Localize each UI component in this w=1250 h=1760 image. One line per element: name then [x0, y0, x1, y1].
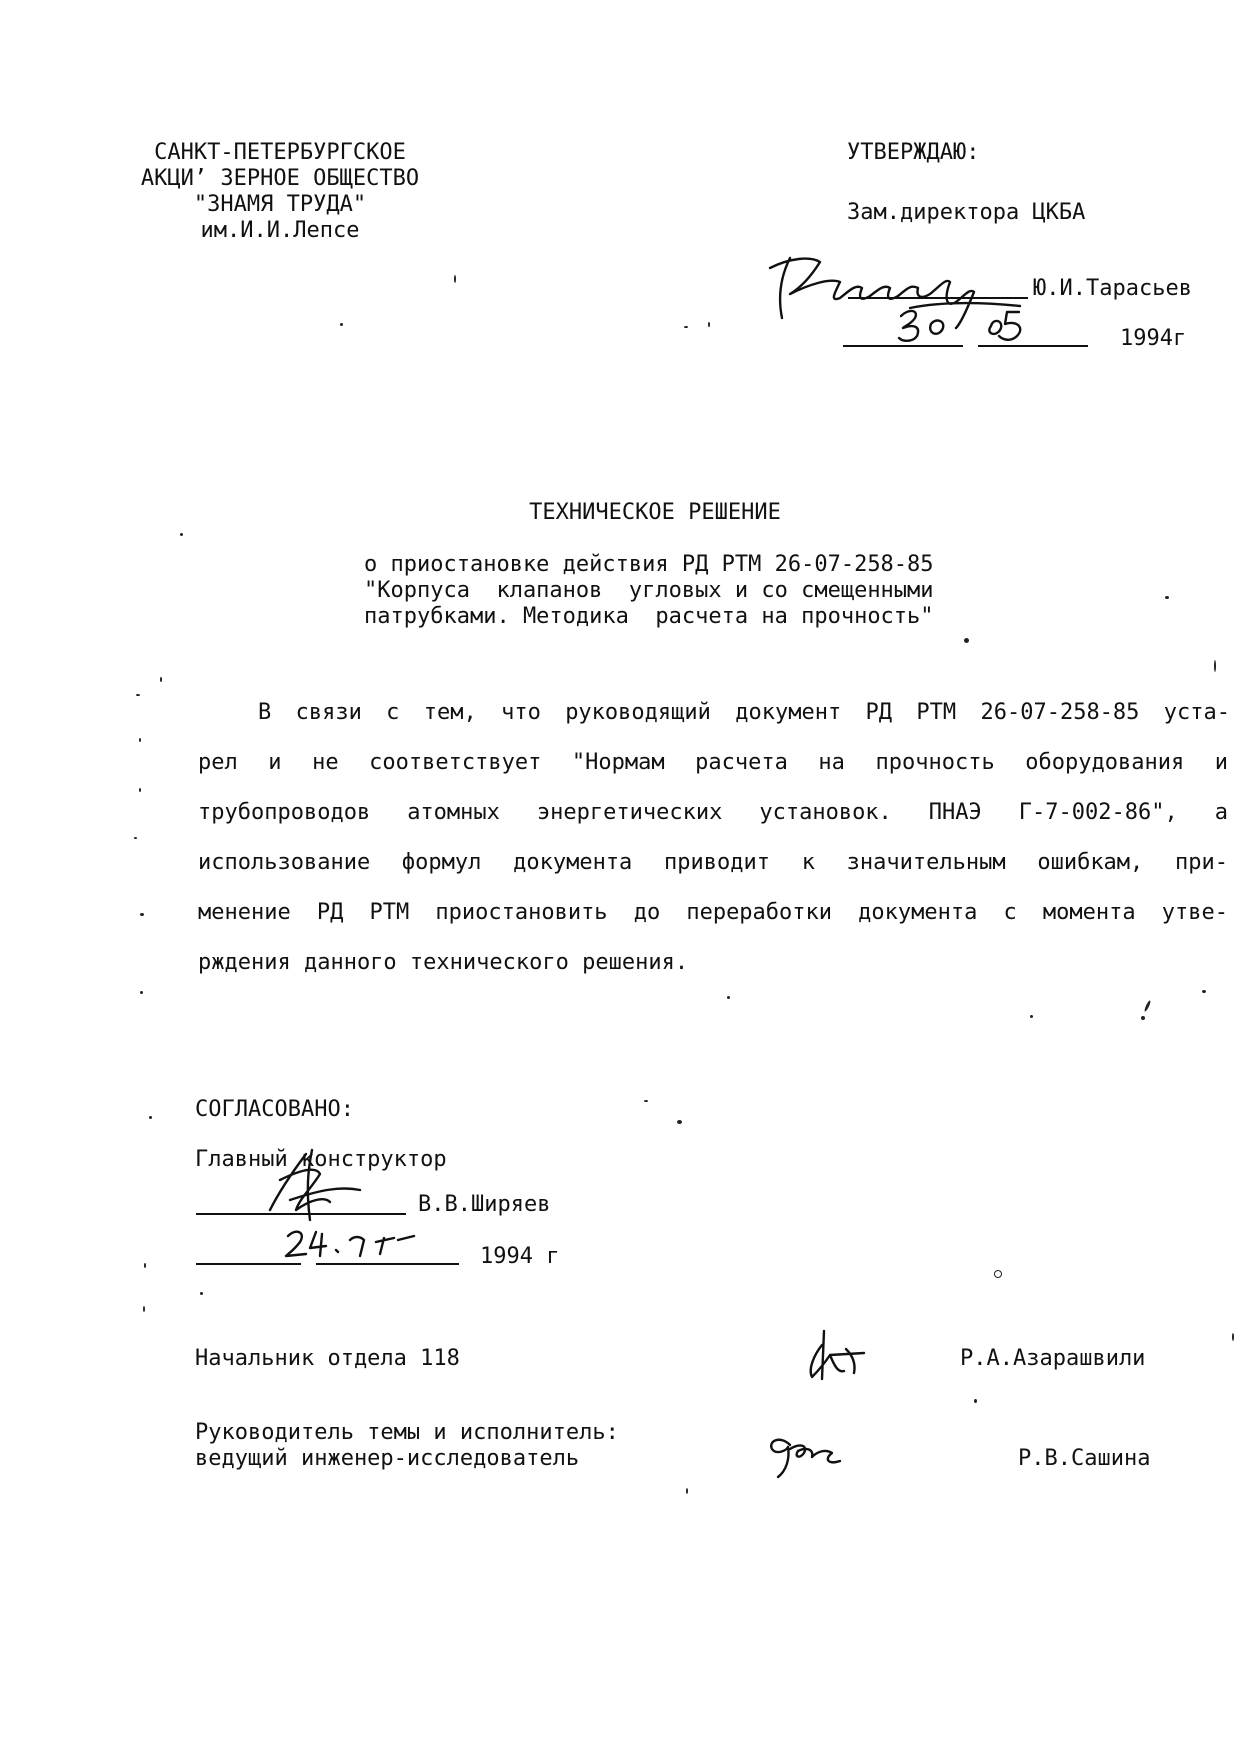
scan-speck: [1214, 660, 1216, 672]
org-line-2: АКЦИ’ ЗЕРНОЕ ОБЩЕСТВО: [140, 166, 420, 191]
scan-speck: [143, 1306, 145, 1312]
agreed-day-line: [196, 1263, 301, 1265]
subtitle-line-1: о приостановке действия РД РТМ 26-07-258-85: [364, 552, 934, 577]
scan-speck: [139, 788, 141, 792]
scan-speck: [1030, 1015, 1033, 1018]
signatory-1-name: Р.А.Азарашвили: [960, 1346, 1146, 1371]
approval-name: Ю.И.Тарасьев: [1033, 276, 1192, 301]
agreed-date-handwritten: [280, 1222, 420, 1262]
scan-speck: [1165, 596, 1169, 599]
body-line-1: В связи с тем, что руководящий документ РД РТМ 26-07-258-85 уста-: [258, 700, 1230, 725]
scan-speck: [139, 738, 141, 742]
scan-speck: [144, 1263, 146, 1268]
scan-speck: [1144, 1000, 1152, 1012]
agreed-name: В.В.Ширяев: [418, 1192, 551, 1217]
approval-date-handwritten: [895, 304, 1055, 344]
body-line-4: использование формул документа приводит к значительным ошибкам, при-: [198, 850, 1228, 875]
scan-speck: [140, 991, 143, 994]
scan-speck: [994, 1270, 1002, 1278]
signatory-1-signature: [800, 1325, 870, 1385]
scan-speck: [964, 638, 969, 643]
scan-speck: [1232, 1333, 1234, 1341]
body-line-2: рел и не соответствует "Нормам расчета на прочность оборудования и: [198, 750, 1228, 775]
scan-speck: [644, 1100, 648, 1102]
scan-speck: [708, 322, 710, 327]
scan-speck: [677, 1120, 682, 1124]
signatory-2-signature: [760, 1425, 850, 1485]
agreed-role: Главный конструктор: [195, 1147, 447, 1172]
scan-speck: [974, 1399, 977, 1403]
signatory-2-role-line-1: Руководитель темы и исполнитель:: [195, 1420, 619, 1445]
subtitle-line-3: патрубками. Методика расчета на прочность": [364, 604, 934, 629]
org-line-4: им.И.И.Лепсе: [200, 218, 360, 243]
org-line-3: "ЗНАМЯ ТРУДА": [193, 192, 367, 217]
scan-speck: [149, 1116, 152, 1119]
scan-speck: [160, 677, 162, 682]
subtitle-line-2: "Корпуса клапанов угловых и со смещенными: [364, 578, 934, 603]
approval-year: 1994г: [1120, 326, 1187, 351]
signatory-1-role: Начальник отдела 118: [195, 1346, 460, 1371]
scan-speck: [684, 326, 688, 328]
signatory-2-name: Р.В.Сашина: [1018, 1446, 1151, 1471]
agreed-year: 1994 г: [480, 1244, 560, 1269]
scan-speck: [200, 1292, 203, 1295]
scan-speck: [1141, 1016, 1145, 1020]
scan-speck: [180, 533, 183, 536]
approval-role: Зам.директора ЦКБА: [847, 200, 1086, 225]
agreed-month-line: [316, 1263, 459, 1265]
approval-month-line: [978, 345, 1088, 347]
scan-speck: [340, 323, 343, 326]
scan-speck: [454, 275, 456, 283]
scan-speck: [140, 913, 144, 916]
document-heading: ТЕХНИЧЕСКОЕ РЕШЕНИЕ: [529, 500, 781, 525]
body-line-3: трубопроводов атомных энергетических установок. ПНАЭ Г-7-002-86", а: [198, 800, 1228, 825]
agreed-signature: [250, 1140, 370, 1230]
org-line-1: САНКТ-ПЕТЕРБУРГСКОЕ: [154, 140, 406, 165]
body-line-6: рждения данного технического решения.: [198, 950, 689, 975]
scan-speck: [686, 1488, 688, 1494]
agreed-title: СОГЛАСОВАНО:: [195, 1097, 354, 1122]
signatory-2-role-line-2: ведущий инженер-исследователь: [195, 1446, 580, 1471]
scan-speck: [1202, 990, 1206, 993]
body-line-5: менение РД РТМ приостановить до переработки документа с момента утве-: [198, 900, 1228, 925]
scan-speck: [134, 837, 137, 839]
approval-title: УТВЕРЖДАЮ:: [847, 140, 980, 165]
scan-speck: [136, 694, 140, 696]
approval-day-line: [843, 345, 963, 347]
scan-speck: [727, 996, 730, 999]
